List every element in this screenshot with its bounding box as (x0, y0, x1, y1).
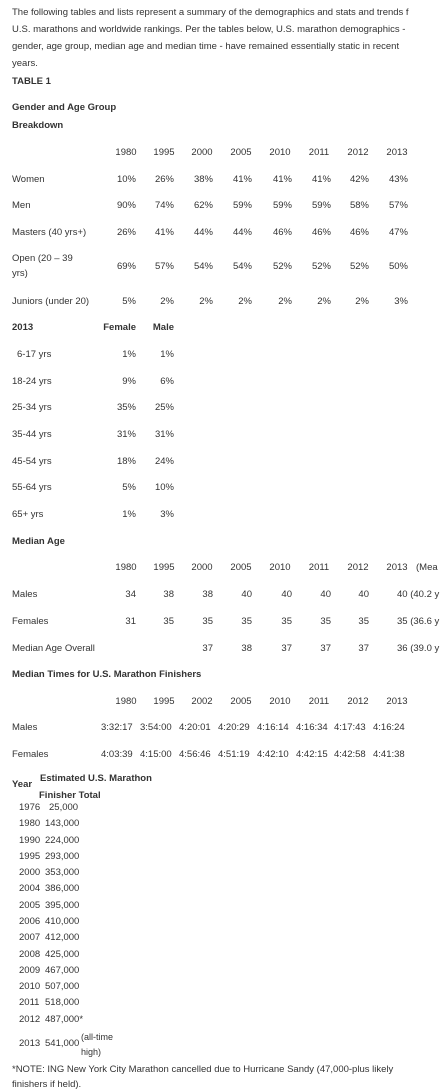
table-row (0, 456, 440, 476)
male-cell: 10% (154, 482, 174, 493)
table-row (0, 722, 440, 742)
age-2013-title: 2013 (12, 322, 34, 333)
male-cell: 6% (160, 376, 174, 387)
table-row (0, 509, 440, 529)
cell: 4:42:58 (334, 749, 366, 760)
row-label: Males (12, 722, 38, 733)
row-label: Women (12, 174, 45, 185)
table-row (0, 227, 440, 247)
cell: 38 (241, 643, 252, 654)
year: 2000 (19, 867, 41, 878)
cell: 4:42:10 (257, 749, 289, 760)
cell: 4:56:46 (179, 749, 211, 760)
year-header: 1980 (115, 562, 137, 573)
cell: 38 (202, 589, 213, 600)
male-header: Male (152, 322, 174, 333)
cell: 62% (193, 200, 213, 211)
cell: 37 (281, 643, 292, 654)
year-header: 2011 (308, 696, 330, 707)
table-row (0, 749, 440, 769)
header-line: Estimated U.S. Marathon (40, 773, 152, 784)
cell: 52% (311, 261, 331, 272)
year-header: 1980 (115, 147, 137, 158)
table-row (0, 402, 440, 422)
note-line: high) (81, 1047, 102, 1057)
year-header: 2010 (269, 696, 291, 707)
year: 2007 (19, 932, 41, 943)
year-header: 2000 (191, 562, 213, 573)
median-age-header-row (0, 562, 440, 582)
cell: 46% (349, 227, 369, 238)
note-line: (all-time (81, 1032, 114, 1042)
cell: 41% (311, 174, 331, 185)
cell: 31 (125, 616, 136, 627)
table-row (0, 376, 440, 396)
cell: 2% (278, 296, 292, 307)
row-label-line: Open (20 – 39 (12, 253, 73, 264)
cell: 90% (116, 200, 136, 211)
cell: 52% (272, 261, 292, 272)
total: 425,000 (45, 949, 80, 960)
female-cell: 1% (122, 349, 136, 360)
intro-line: years. (12, 58, 38, 69)
cell: 44% (232, 227, 252, 238)
cell: 35 (320, 616, 331, 627)
table-row (0, 296, 440, 316)
cell: 3:32:17 (101, 722, 133, 733)
cell: 37 (202, 643, 213, 654)
total: 143,000 (45, 818, 80, 829)
total: 224,000 (45, 835, 80, 846)
year: 2012 (19, 1014, 41, 1025)
total: 541,000 (45, 1038, 80, 1049)
cell: 38% (193, 174, 213, 185)
total: 386,000 (45, 883, 80, 894)
year-header: 2011 (308, 147, 330, 158)
female-cell: 1% (122, 509, 136, 520)
cell: 40 (320, 589, 331, 600)
cell: 57% (388, 200, 408, 211)
year-header: 1980 (115, 696, 137, 707)
female-cell: 5% (122, 482, 136, 493)
cell: 4:20:29 (218, 722, 250, 733)
finishers-year-header: Year (12, 779, 33, 790)
row-label: 55-64 yrs (12, 482, 52, 493)
year-header: 2010 (269, 147, 291, 158)
year: 2011 (19, 997, 40, 1008)
total: 507,000 (45, 981, 80, 992)
female-cell: 31% (116, 429, 136, 440)
year-header: 2010 (269, 562, 291, 573)
row-label: Median Age Overall (12, 643, 95, 654)
total: 353,000 (45, 867, 80, 878)
year-header: 2005 (230, 562, 252, 573)
intro-line: The following tables and lists represent a summary of the demographics and stats and trends f (12, 7, 409, 18)
median-times-title: Median Times for U.S. Marathon Finishers (12, 669, 202, 680)
cell: 40 (241, 589, 252, 600)
table-row (0, 174, 440, 194)
cell: 54% (232, 261, 252, 272)
cell: 47% (388, 227, 408, 238)
year: 1980 (19, 818, 41, 829)
cell: 37 (358, 643, 369, 654)
year-header: 2002 (191, 696, 213, 707)
cell: 54% (193, 261, 213, 272)
cell: 2% (355, 296, 369, 307)
year-header: 2013 (386, 562, 408, 573)
cell: 40 (40.2 y (397, 589, 440, 600)
cell: 26% (116, 227, 136, 238)
cell: 59% (232, 200, 252, 211)
cell: 74% (154, 200, 174, 211)
year: 2008 (19, 949, 41, 960)
cell: 4:42:15 (296, 749, 328, 760)
row-label: Men (12, 200, 31, 211)
table-row (0, 482, 440, 502)
table-row (0, 251, 440, 287)
year-header: 1995 (153, 562, 175, 573)
cell: 41% (272, 174, 292, 185)
cell: 46% (272, 227, 292, 238)
year-header: 2013 (386, 696, 408, 707)
female-header: Female (103, 322, 136, 333)
male-cell: 31% (154, 429, 174, 440)
cell: 10% (116, 174, 136, 185)
cell: 59% (272, 200, 292, 211)
year-header: 2000 (191, 147, 213, 158)
row-label: Females (12, 749, 49, 760)
total: 467,000 (45, 965, 80, 976)
year: 1976 (19, 802, 41, 813)
cell: 5% (122, 296, 136, 307)
year: 2004 (19, 883, 41, 894)
table-row (0, 429, 440, 449)
year-header: 2011 (308, 562, 330, 573)
female-cell: 9% (122, 376, 136, 387)
year: 2005 (19, 900, 41, 911)
total: 410,000 (45, 916, 80, 927)
cell: 44% (193, 227, 213, 238)
finishers-total-header (40, 770, 152, 804)
table-row (0, 200, 440, 220)
cell: 4:16:34 (296, 722, 328, 733)
cell: 4:15:00 (140, 749, 172, 760)
male-cell: 24% (154, 456, 174, 467)
female-cell: 18% (116, 456, 136, 467)
row-label: 35-44 yrs (12, 429, 52, 440)
row-label: Males (12, 589, 38, 600)
year-header: 2012 (347, 696, 369, 707)
male-cell: 25% (154, 402, 174, 413)
cell: 4:16:24 (373, 722, 405, 733)
intro-paragraph (12, 4, 440, 72)
total: 518,000 (45, 997, 80, 1008)
year: 2010 (19, 981, 41, 992)
table-row (0, 616, 440, 636)
row-label: 65+ yrs (12, 509, 44, 520)
cell: 35 (163, 616, 174, 627)
total: 293,000 (45, 851, 80, 862)
cell: 69% (116, 261, 136, 272)
table-row (0, 349, 440, 369)
cell: 46% (311, 227, 331, 238)
cell: 58% (349, 200, 369, 211)
cell: 38 (163, 589, 174, 600)
table-row (0, 643, 440, 663)
median-times-header-row (0, 696, 440, 716)
median-age-title: Median Age (12, 536, 65, 547)
cell: 4:20:01 (179, 722, 211, 733)
cell: 35 (36.6 y (397, 616, 440, 627)
cell: 3:54:00 (140, 722, 172, 733)
cell: 2% (238, 296, 252, 307)
female-cell: 35% (116, 402, 136, 413)
cell: 26% (154, 174, 174, 185)
row-label (12, 251, 73, 281)
total: 25,000 (49, 802, 79, 813)
cell: 4:16:14 (257, 722, 289, 733)
row-label: 6-17 yrs (17, 349, 52, 360)
cell: 35 (281, 616, 292, 627)
row-label: 25-34 yrs (12, 402, 52, 413)
header-line: Finisher Total (39, 790, 101, 801)
year: 2009 (19, 965, 41, 976)
cell: 43% (388, 174, 408, 185)
cell: 42% (349, 174, 369, 185)
footnote-line: finishers if held). (12, 1079, 82, 1090)
cell: 36 (39.0 y (397, 643, 440, 654)
cell: 35 (202, 616, 213, 627)
cell: 2% (317, 296, 331, 307)
intro-line: U.S. marathons and worldwide rankings. Per the tables below, U.S. marathon demographics - (12, 24, 406, 35)
year-header: 2005 (230, 696, 252, 707)
total: 395,000 (45, 900, 80, 911)
cell: 57% (154, 261, 174, 272)
cell: 4:17:43 (334, 722, 366, 733)
cell: 2% (199, 296, 213, 307)
year: 1990 (19, 835, 41, 846)
gender-table-header-row (0, 147, 440, 167)
male-cell: 1% (160, 349, 174, 360)
cell: 35 (358, 616, 369, 627)
cell: 37 (320, 643, 331, 654)
footnote-line: *NOTE: ING New York City Marathon cancelled due to Hurricane Sandy (47,000-plus likely (12, 1064, 394, 1075)
cell: 40 (358, 589, 369, 600)
intro-line: gender, age group, median age and median time - have remained essentially static in recent (12, 41, 400, 52)
year-header: 1995 (153, 696, 175, 707)
cell: 4:03:39 (101, 749, 133, 760)
row-label: Masters (40 yrs+) (12, 227, 87, 238)
row-label: Females (12, 616, 49, 627)
all-time-high-note (81, 1030, 113, 1060)
cell: 35 (241, 616, 252, 627)
cell: 40 (281, 589, 292, 600)
cell: 41% (232, 174, 252, 185)
cell: 4:51:19 (218, 749, 250, 760)
year: 1995 (19, 851, 41, 862)
year-header: 2012 (347, 147, 369, 158)
cell: 34 (125, 589, 136, 600)
cell: 3% (394, 296, 408, 307)
year-header: 2012 (347, 562, 369, 573)
male-cell: 3% (160, 509, 174, 520)
year-header: 2013 (386, 147, 408, 158)
row-label: 18-24 yrs (12, 376, 52, 387)
cell: 50% (388, 261, 408, 272)
row-label-line: yrs) (12, 268, 28, 279)
year: 2013 (19, 1038, 41, 1049)
footnote (12, 1062, 440, 1092)
gender-table-title-line-2: Breakdown (12, 120, 64, 131)
cell: 52% (349, 261, 369, 272)
table-row (0, 589, 440, 609)
cell: 2% (160, 296, 174, 307)
year: 2006 (19, 916, 41, 927)
row-label: 45-54 yrs (12, 456, 52, 467)
total: 412,000 (45, 932, 80, 943)
gender-table-title-line-1: Gender and Age Group (12, 102, 117, 113)
cell: 4:41:38 (373, 749, 405, 760)
cell: 41% (154, 227, 174, 238)
row-label: Juniors (under 20) (12, 296, 90, 307)
age-2013-header-row (0, 322, 440, 342)
total: 487,000* (45, 1014, 84, 1025)
year-header: 1995 (153, 147, 175, 158)
cell: 59% (311, 200, 331, 211)
year-header: 2005 (230, 147, 252, 158)
table-1-title: TABLE 1 (12, 76, 51, 87)
year-header: (Mea (416, 562, 438, 573)
